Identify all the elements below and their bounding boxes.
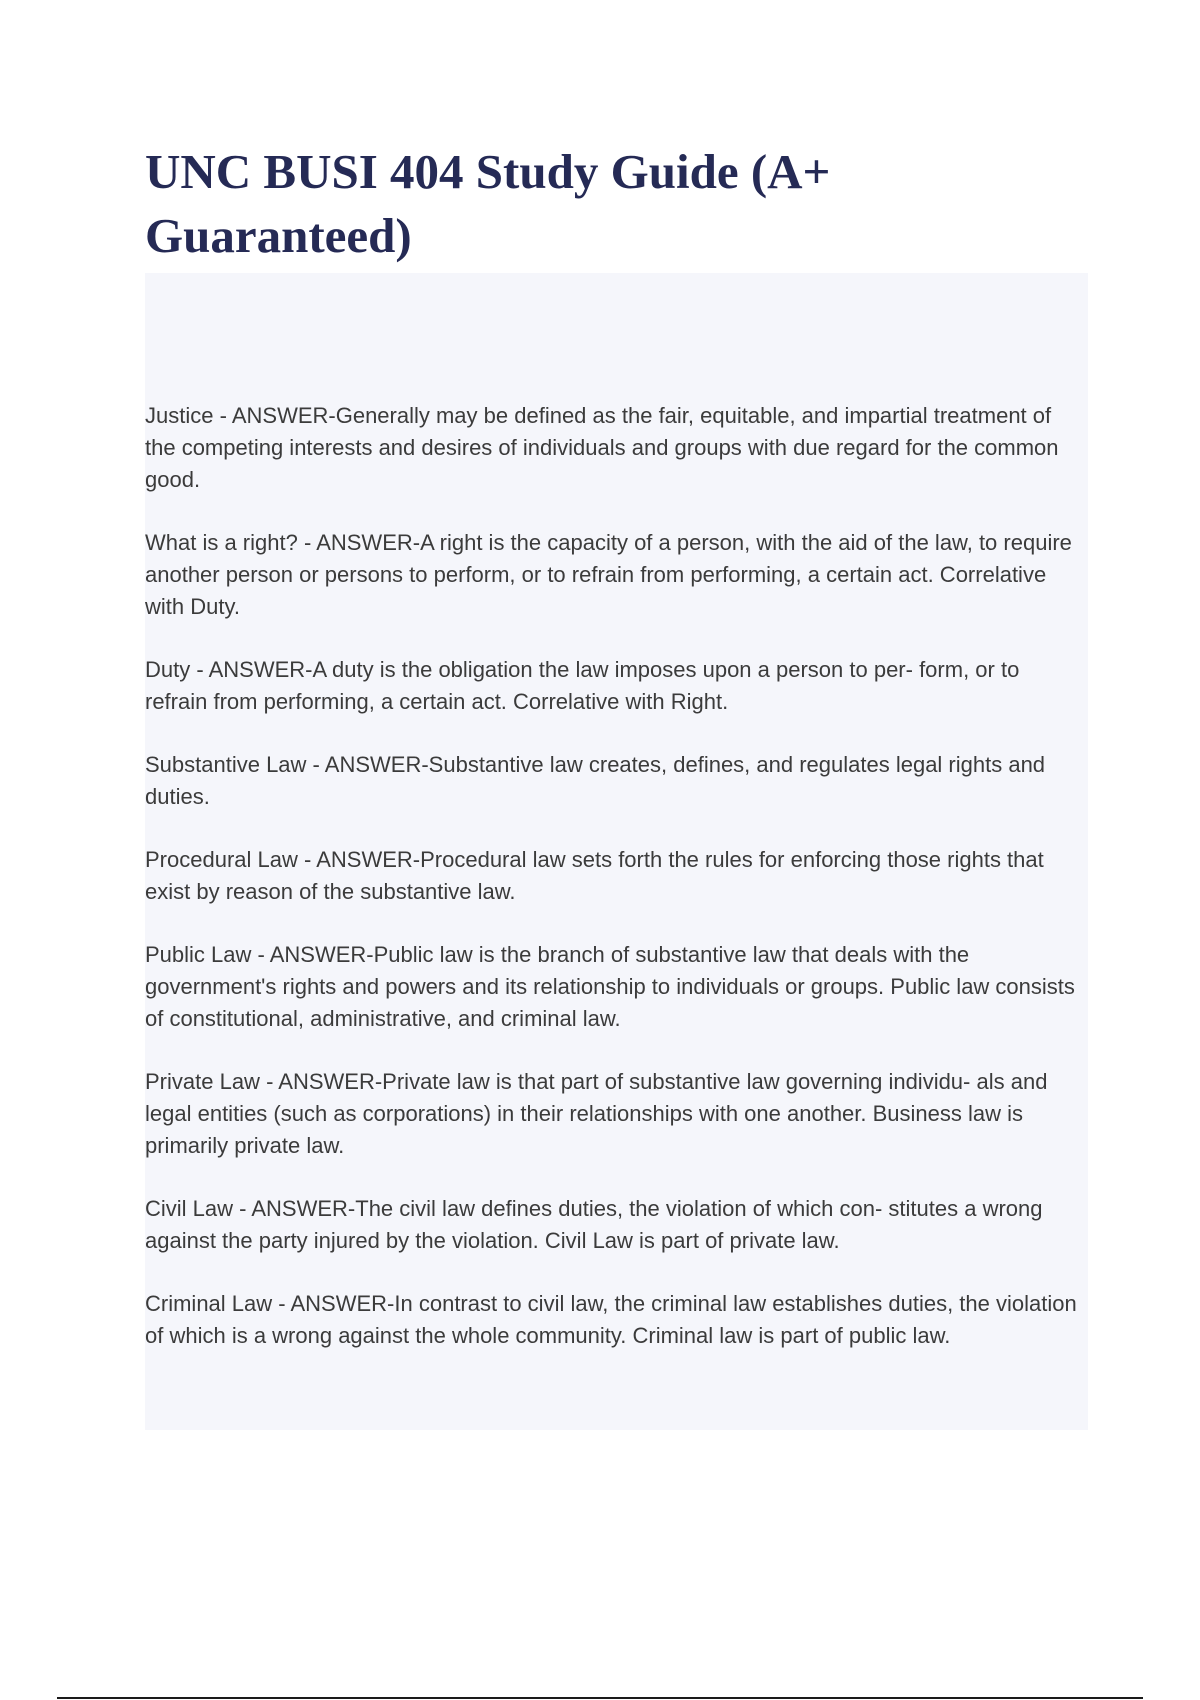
qa-item <box>145 939 1084 1035</box>
study-guide-content <box>145 273 1088 1430</box>
page-title: UNC BUSI 404 Study Guide (A+ Guaranteed) <box>145 144 831 263</box>
qa-item <box>145 527 1084 623</box>
qa-answer: ANSWER-Public law is the branch of substantive law that deals with the government's rights and powers and its relationship to individuals or groups. Public law consists of constitutional, administrative, and criminal law. <box>145 942 1075 1031</box>
qa-answer: ANSWER-Procedural law sets forth the rules for enforcing those rights that exist by reason of the substantive law. <box>145 847 1044 904</box>
qa-item <box>145 749 1084 813</box>
qa-item <box>145 1288 1084 1352</box>
footer-divider <box>57 1697 1143 1699</box>
qa-term: Public Law - <box>145 942 270 967</box>
qa-item <box>145 1066 1084 1162</box>
qa-answer: ANSWER-A duty is the obligation the law imposes upon a person to per- form, or to refrain from performing, a certain act. Correlative with Right. <box>145 657 1020 714</box>
qa-term: Criminal Law - <box>145 1291 291 1316</box>
qa-answer: ANSWER-A right is the capacity of a person, with the aid of the law, to require another person or persons to perform, or to refrain from performing, a certain act. Correlative with Duty. <box>145 530 1072 619</box>
qa-answer: ANSWER-Private law is that part of substantive law governing individu- als and legal entities (such as corporations) in their relationships with one another. Business law is primarily private law. <box>145 1069 1048 1158</box>
qa-term: Civil Law - <box>145 1196 251 1221</box>
qa-item <box>145 844 1084 908</box>
qa-term: Procedural Law - <box>145 847 316 872</box>
qa-answer: ANSWER-Substantive law creates, defines, and regulates legal rights and duties. <box>145 752 1046 809</box>
qa-answer: ANSWER-Generally may be defined as the fair, equitable, and impartial treatment of the competing interests and desires of individuals and groups with due regard for the common good. <box>145 403 1059 492</box>
qa-term: Substantive Law - <box>145 752 325 777</box>
qa-term: Private Law - <box>145 1069 278 1094</box>
qa-item <box>145 400 1084 496</box>
qa-term: Justice - <box>145 403 232 428</box>
qa-term: What is a right? - <box>145 530 316 555</box>
qa-term: Duty - <box>145 657 209 682</box>
qa-item <box>145 654 1084 718</box>
qa-answer: ANSWER-The civil law defines duties, the violation of which con- stitutes a wrong against the party injured by the violation. Civil Law is part of private law. <box>145 1196 1043 1253</box>
qa-item <box>145 1193 1084 1257</box>
qa-answer: ANSWER-In contrast to civil law, the criminal law establishes duties, the violation of which is a wrong against the whole community. Criminal law is part of public law. <box>145 1291 1077 1348</box>
